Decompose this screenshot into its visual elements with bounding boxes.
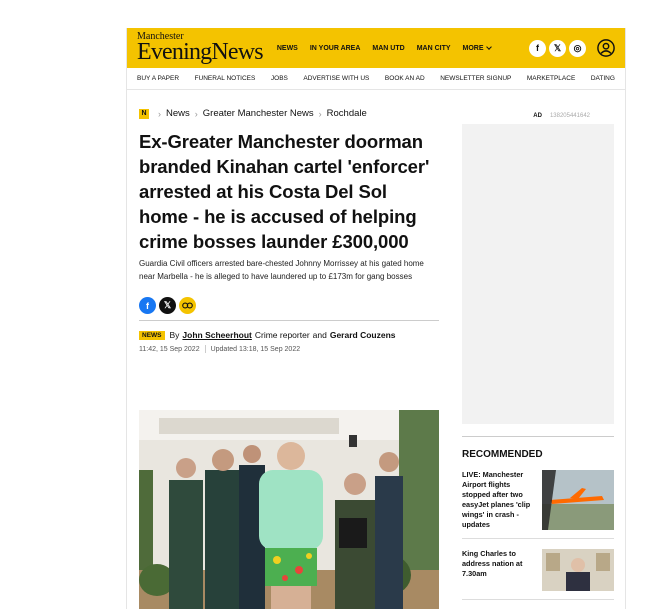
instagram-icon[interactable]: ◎ xyxy=(569,40,586,57)
recommended-item-title[interactable]: LIVE: Manchester Airport flights stopped after two easyJet planes 'clip wings' in crash - updates xyxy=(462,470,531,529)
article-headline: Ex-Greater Manchester doorman branded Kinahan cartel 'enforcer' arrested at his Costa Del Sol home - he is accused of helping crime bosses launder £300,000 xyxy=(139,131,430,252)
recommended-thumbnail[interactable] xyxy=(542,549,614,591)
logo-main-text: EveningNews xyxy=(137,39,263,65)
article-dates xyxy=(139,345,439,353)
article-page xyxy=(126,28,626,609)
ad-label: AD xyxy=(533,113,542,119)
plane-thumbnail-image xyxy=(542,470,614,530)
ad-slot[interactable] xyxy=(462,124,614,424)
nav-in-your-area[interactable]: IN YOUR AREA xyxy=(309,44,361,52)
byline xyxy=(139,330,439,340)
breadcrumb xyxy=(139,108,439,119)
share-x-icon[interactable]: 𝕏 xyxy=(159,297,176,314)
breadcrumb-greater-manchester[interactable]: Greater Manchester News xyxy=(202,108,314,119)
subnav-marketplace[interactable]: MARKETPLACE xyxy=(526,75,576,82)
author-link[interactable]: John Scheerhout xyxy=(182,330,252,340)
news-section-icon: N xyxy=(139,109,149,119)
nav-news[interactable]: NEWS xyxy=(276,44,298,52)
copy-link-icon[interactable] xyxy=(179,297,196,314)
updated-time: Updated 13:18, 15 Sep 2022 xyxy=(210,345,301,353)
byline-divider xyxy=(139,320,439,321)
article-standfirst: Guardia Civil officers arrested bare-chested Johnny Morrissey at his gated home near Marbella - he is alleged to have laundered up to £173m for gang bosses xyxy=(139,259,424,281)
site-logo[interactable] xyxy=(137,32,263,64)
recommended-item-title[interactable]: King Charles to address nation at 7.30am xyxy=(462,549,523,578)
news-badge: NEWS xyxy=(139,331,165,340)
nav-more[interactable] xyxy=(463,45,491,52)
secondary-nav xyxy=(127,68,625,90)
byline-and: and xyxy=(312,330,327,340)
user-account-icon[interactable] xyxy=(597,39,615,57)
recommended-divider xyxy=(462,436,614,437)
hero-image[interactable] xyxy=(139,410,439,609)
x-icon[interactable]: 𝕏 xyxy=(549,40,566,57)
site-header xyxy=(127,28,625,68)
main-nav xyxy=(277,45,491,52)
breadcrumb-separator: › xyxy=(158,108,161,119)
king-thumbnail-image xyxy=(542,549,614,591)
byline-prefix: By xyxy=(169,330,180,340)
subnav-buy-a-paper[interactable]: BUY A PAPER xyxy=(137,75,180,82)
co-author: Gerard Couzens xyxy=(329,330,396,340)
facebook-icon[interactable]: f xyxy=(529,40,546,57)
breadcrumb-separator: › xyxy=(318,108,322,119)
ad-label-row xyxy=(462,113,590,119)
date-separator xyxy=(205,345,206,353)
nav-more-label: MORE xyxy=(462,44,484,52)
subnav-newsletter-signup[interactable]: NEWSLETTER SIGNUP xyxy=(440,75,512,82)
subnav-advertise[interactable]: ADVERTISE WITH US xyxy=(303,75,370,82)
breadcrumb-rochdale[interactable]: Rochdale xyxy=(326,108,367,119)
sidebar xyxy=(462,108,614,600)
arrest-photo xyxy=(139,410,439,609)
share-bar xyxy=(139,297,439,314)
recommended-heading: RECOMMENDED xyxy=(462,449,543,460)
nav-man-utd[interactable]: MAN UTD xyxy=(372,44,405,52)
recommended-item[interactable] xyxy=(462,470,614,539)
recommended-item[interactable] xyxy=(462,549,614,600)
logo-top-text: Manchester xyxy=(137,31,184,42)
subnav-funeral-notices[interactable]: FUNERAL NOTICES xyxy=(194,75,256,82)
nav-man-city[interactable]: MAN CITY xyxy=(416,44,451,52)
recommended-thumbnail[interactable] xyxy=(542,470,614,530)
chevron-down-icon xyxy=(486,44,492,50)
subnav-jobs[interactable]: JOBS xyxy=(270,75,288,82)
article-content xyxy=(139,108,439,353)
breadcrumb-separator: › xyxy=(194,108,198,119)
social-links xyxy=(529,39,615,57)
breadcrumb-news[interactable]: News xyxy=(166,108,190,119)
ad-id: 138205441642 xyxy=(549,113,590,119)
published-time: 11:42, 15 Sep 2022 xyxy=(139,345,200,353)
subnav-book-an-ad[interactable]: BOOK AN AD xyxy=(384,75,425,82)
subnav-dating[interactable]: DATING xyxy=(590,75,615,82)
author-role: Crime reporter xyxy=(254,330,310,340)
share-facebook-icon[interactable]: f xyxy=(139,297,156,314)
